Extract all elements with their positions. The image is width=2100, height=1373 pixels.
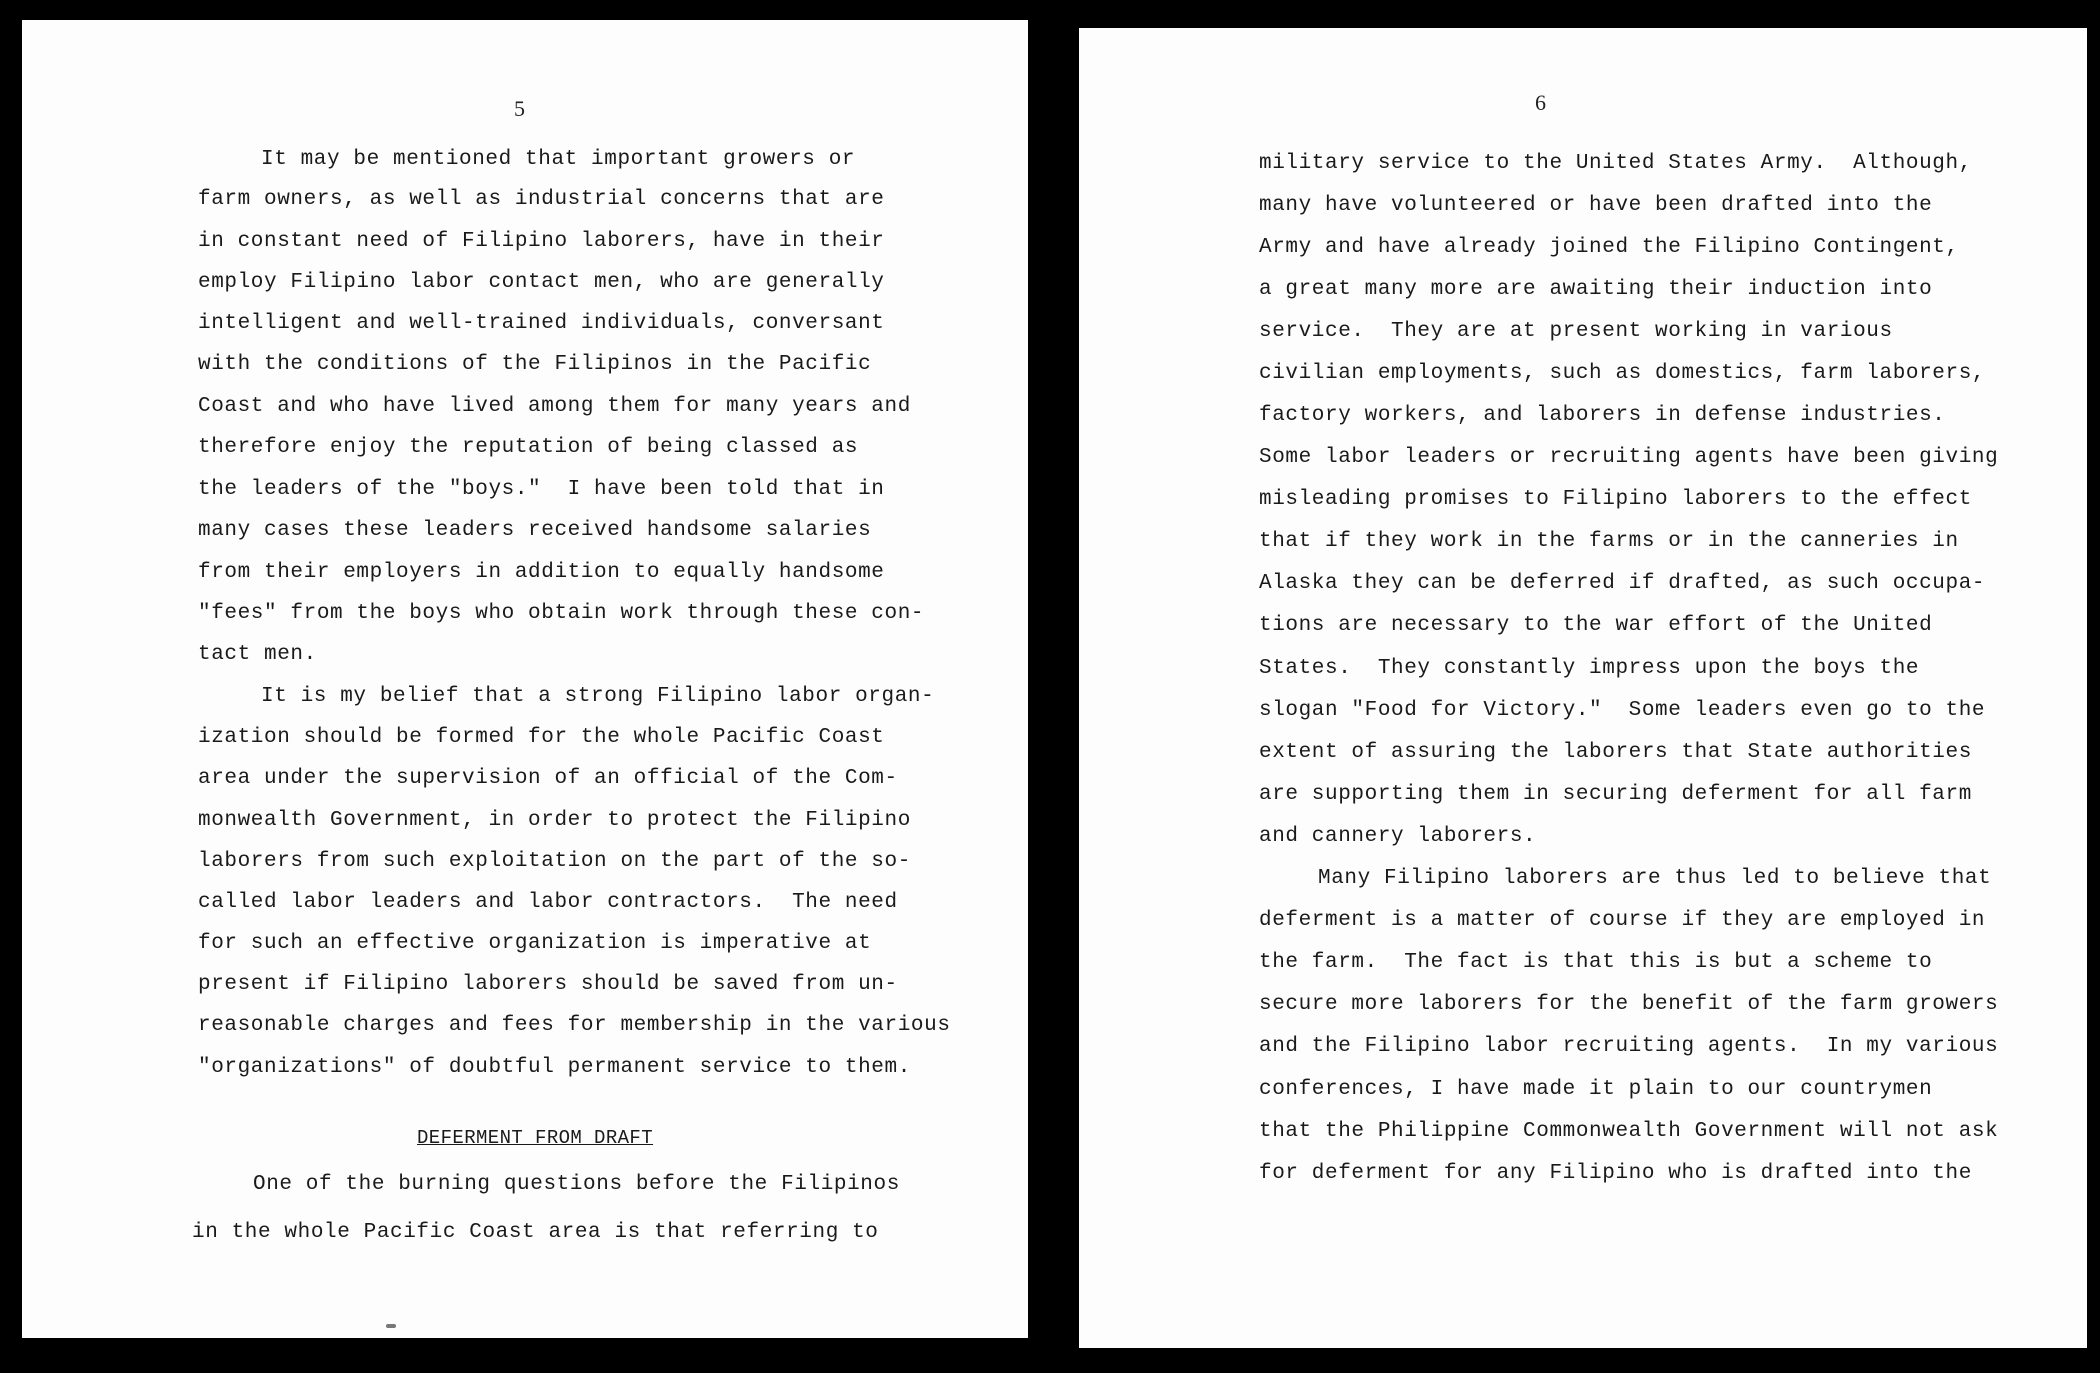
text-line: States. They constantly impress upon the boys the (1259, 657, 1920, 680)
text-line: in the whole Pacific Coast area is that referring to (192, 1221, 879, 1244)
text-line: It is my belief that a strong Filipino labor organ- (261, 685, 935, 708)
text-line: many cases these leaders received handsome salaries (198, 519, 872, 542)
page-number: 5 (514, 96, 525, 121)
text-line: that the Philippine Commonwealth Government will not ask (1259, 1120, 1999, 1143)
text-line: military service to the United States Army. Although, (1259, 152, 1972, 175)
text-line: and cannery laborers. (1259, 825, 1537, 848)
scan-speck (386, 1324, 396, 1328)
text-line: many have volunteered or have been drafted into the (1259, 194, 1933, 217)
text-line: present if Filipino laborers should be saved from un- (198, 973, 898, 996)
text-line: area under the supervision of an official of the Com- (198, 767, 898, 790)
text-line: the farm. The fact is that this is but a scheme to (1259, 951, 1933, 974)
text-line: civilian employments, such as domestics, farm laborers, (1259, 362, 1986, 385)
text-line: conferences, I have made it plain to our countrymen (1259, 1078, 1933, 1101)
text-line: slogan "Food for Victory." Some leaders even go to the (1259, 699, 1986, 722)
text-line: called labor leaders and labor contractors. The need (198, 891, 898, 914)
text-line: a great many more are awaiting their induction into (1259, 278, 1933, 301)
text-line: the leaders of the "boys." I have been told that in (198, 478, 885, 501)
text-line: misleading promises to Filipino laborers to the effect (1259, 488, 1972, 511)
text-line: extent of assuring the laborers that State authorities (1259, 741, 1972, 764)
text-line: monwealth Government, in order to protect the Filipino (198, 809, 911, 832)
text-line: for deferment for any Filipino who is drafted into the (1259, 1162, 1972, 1185)
text-line: for such an effective organization is imperative at (198, 932, 872, 955)
text-line: reasonable charges and fees for membership in the various (198, 1014, 951, 1037)
text-line: Coast and who have lived among them for many years and (198, 395, 911, 418)
text-line: Some labor leaders or recruiting agents have been giving (1259, 446, 1999, 469)
text-line: ization should be formed for the whole Pacific Coast (198, 726, 885, 749)
text-line: factory workers, and laborers in defense industries. (1259, 404, 1946, 427)
text-line: laborers from such exploitation on the part of the so- (198, 850, 911, 873)
text-line: One of the burning questions before the Filipinos (253, 1173, 900, 1196)
text-line: and the Filipino labor recruiting agents. In my various (1259, 1035, 1999, 1058)
text-line: employ Filipino labor contact men, who are generally (198, 271, 885, 294)
text-line: therefore enjoy the reputation of being classed as (198, 436, 859, 459)
text-line: "fees" from the boys who obtain work through these con- (198, 602, 925, 625)
text-line: Alaska they can be deferred if drafted, as such occupa- (1259, 572, 1986, 595)
text-line: are supporting them in securing deferment for all farm (1259, 783, 1972, 806)
text-line: tact men. (198, 643, 317, 666)
page-number: 6 (1535, 90, 1546, 115)
text-line: secure more laborers for the benefit of the farm growers (1259, 993, 1999, 1016)
left-page (22, 20, 1028, 1338)
text-line: in constant need of Filipino laborers, have in their (198, 230, 885, 253)
right-page (1079, 28, 2087, 1348)
text-line: It may be mentioned that important growers or (261, 148, 856, 171)
text-line: from their employers in addition to equally handsome (198, 561, 885, 584)
text-line: "organizations" of doubtful permanent service to them. (198, 1056, 911, 1079)
text-line: service. They are at present working in various (1259, 320, 1893, 343)
text-line: Many Filipino laborers are thus led to believe that (1318, 867, 1992, 890)
text-line: that if they work in the farms or in the canneries in (1259, 530, 1959, 553)
section-heading: DEFERMENT FROM DRAFT (417, 1127, 654, 1149)
text-line: with the conditions of the Filipinos in the Pacific (198, 353, 872, 376)
text-line: Army and have already joined the Filipino Contingent, (1259, 236, 1959, 259)
text-line: farm owners, as well as industrial concerns that are (198, 188, 885, 211)
text-line: tions are necessary to the war effort of the United (1259, 614, 1933, 637)
text-line: deferment is a matter of course if they are employed in (1259, 909, 1986, 932)
text-line: intelligent and well-trained individuals, conversant (198, 312, 885, 335)
